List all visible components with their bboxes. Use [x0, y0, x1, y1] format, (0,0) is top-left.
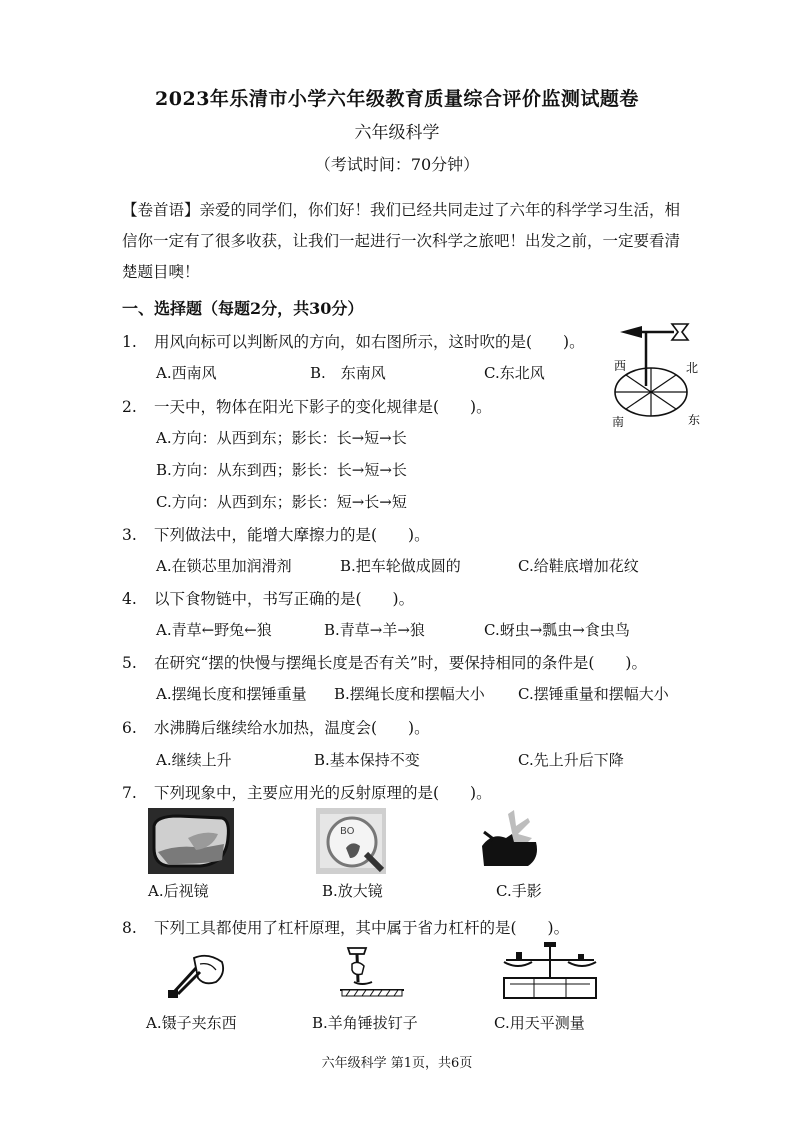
- q1-option-b: B. 东南风: [310, 364, 386, 382]
- q2-option-c: C.方向：从西到东；影长：短→长→短: [156, 493, 407, 511]
- compass-label-north: 北: [686, 361, 699, 375]
- question-stem: 用风向标可以判断风的方向，如右图所示，这时吹的是( )。: [154, 333, 585, 351]
- question-stem: 水沸腾后继续给水加热，温度会( )。: [154, 719, 430, 737]
- q5-option-a: A.摆绳长度和摆锤重量: [156, 685, 307, 703]
- q7-option-b: B.放大镜: [322, 882, 383, 900]
- q3-option-c: C.给鞋底增加花纹: [518, 557, 639, 575]
- q2-option-b: B.方向：从东到西；影长：长→短→长: [156, 461, 407, 479]
- q3-option-a: A.在锁芯里加润滑剂: [156, 557, 292, 575]
- q8-option-b: B.羊角锤拔钉子: [312, 1014, 418, 1032]
- claw-hammer-drawing: [336, 942, 406, 1002]
- q6-option-b: B.基本保持不变: [314, 751, 420, 769]
- q7-option-a: A.后视镜: [148, 882, 209, 900]
- balance-scale-drawing: [500, 938, 600, 1004]
- question-3: [122, 523, 430, 545]
- tweezers-drawing: [160, 948, 230, 1000]
- hand-shadow-image: [478, 808, 544, 874]
- question-stem: 一天中，物体在阳光下影子的变化规律是( )。: [154, 398, 492, 416]
- question-7: [122, 781, 492, 803]
- exam-duration: （考试时间：70分钟）: [314, 155, 480, 174]
- question-number: 8.: [122, 919, 137, 937]
- q6-option-a: A.继续上升: [156, 751, 232, 769]
- q4-option-c: C.蚜虫→瓢虫→食虫鸟: [484, 621, 630, 639]
- wind-vane-arrow-icon: [620, 324, 688, 340]
- q4-option-a: A.青草←野兔←狼: [156, 621, 272, 639]
- q1-option-a: A.西南风: [156, 364, 217, 382]
- exam-subtitle: 六年级科学: [354, 123, 440, 143]
- question-2: [122, 395, 492, 417]
- question-number: 1.: [122, 333, 137, 351]
- wind-vane-diagram: [608, 320, 704, 428]
- q2-option-a: A.方向：从西到东；影长：长→短→长: [156, 429, 407, 447]
- question-stem: 下列工具都使用了杠杆原理，其中属于省力杠杆的是( )。: [154, 919, 570, 937]
- q6-option-c: C.先上升后下降: [518, 751, 624, 769]
- preface-paragraph: 【卷首语】亲爱的同学们，你们好！我们已经共同走过了六年的科学学习生活，相信你一定有了很多收获，让我们一起进行一次科学之旅吧！出发之前，一定要看清楚题目噢！: [122, 201, 681, 281]
- compass-label-west: 西: [614, 359, 627, 373]
- question-stem: 下列现象中，主要应用光的反射原理的是( )。: [154, 784, 492, 802]
- question-number: 7.: [122, 784, 137, 802]
- compass-label-east: 东: [688, 413, 701, 427]
- question-stem: 下列做法中，能增大摩擦力的是( )。: [154, 526, 430, 544]
- rearview-mirror-image: [148, 808, 234, 874]
- question-number: 6.: [122, 719, 137, 737]
- question-6: [122, 716, 430, 738]
- question-4: [122, 587, 414, 609]
- question-stem: 以下食物链中，书写正确的是( )。: [154, 590, 415, 608]
- exam-title: 2023年乐清市小学六年级教育质量综合评价监测试题卷: [155, 88, 639, 110]
- q1-option-c: C.东北风: [484, 364, 545, 382]
- q3-option-b: B.把车轮做成圆的: [340, 557, 461, 575]
- question-1: [122, 330, 585, 352]
- q8-option-c: C.用天平测量: [494, 1014, 585, 1032]
- q7-option-c: C.手影: [496, 882, 542, 900]
- q8-option-a: A.镊子夹东西: [146, 1014, 237, 1032]
- page-footer: 六年级科学 第1页，共6页: [321, 1056, 473, 1071]
- question-stem: 在研究“摆的快慢与摆绳长度是否有关”时，要保持相同的条件是( )。: [154, 654, 647, 672]
- question-8: [122, 916, 569, 938]
- question-number: 2.: [122, 398, 137, 416]
- magnifier-lens-text: BO: [340, 826, 355, 837]
- q5-option-b: B.摆绳长度和摆幅大小: [334, 685, 485, 703]
- question-number: 5.: [122, 654, 137, 672]
- question-5: [122, 651, 647, 673]
- magnifier-image: [316, 808, 386, 874]
- question-number: 3.: [122, 526, 137, 544]
- question-number: 4.: [122, 590, 137, 608]
- section-heading-choice: 一、选择题（每题2分，共30分）: [122, 299, 364, 318]
- compass-label-south: 南: [612, 415, 625, 428]
- q5-option-c: C.摆锤重量和摆幅大小: [518, 685, 669, 703]
- q4-option-b: B.青草→羊→狼: [324, 621, 425, 639]
